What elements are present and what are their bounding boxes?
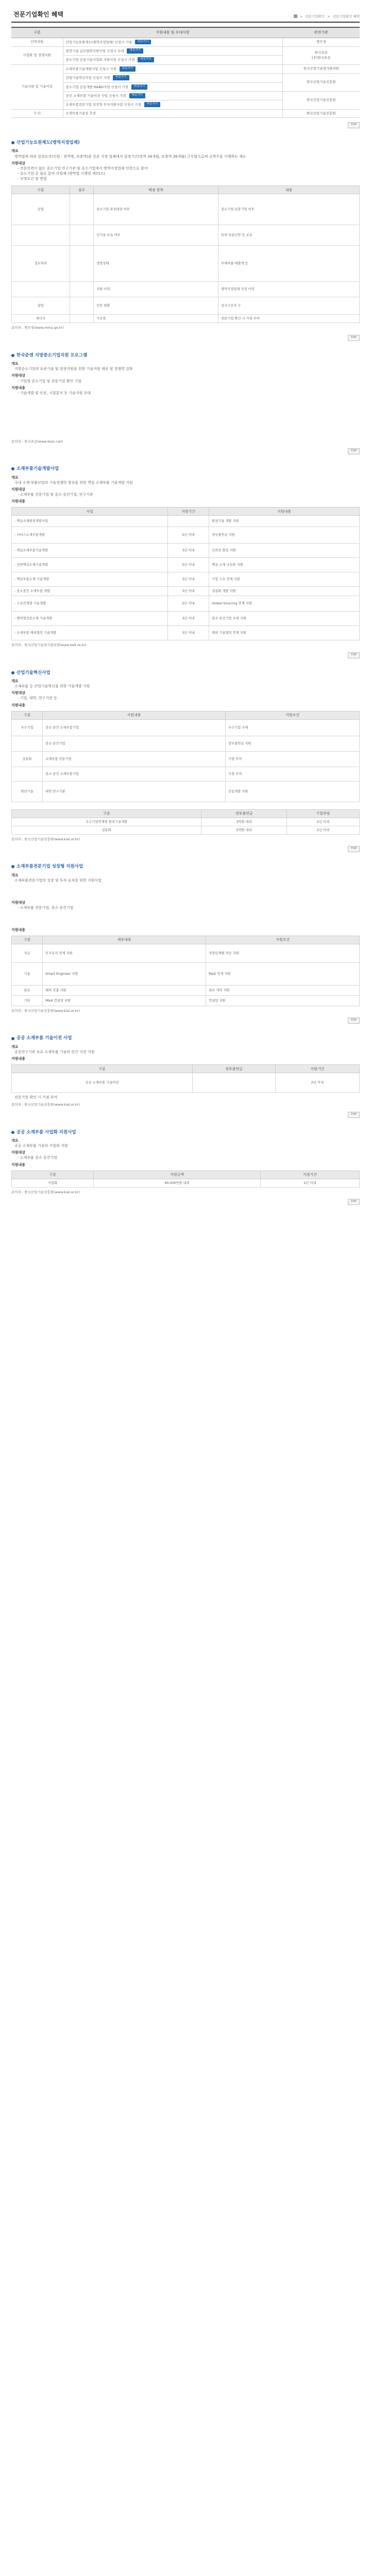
bullet-icon: [11, 354, 14, 357]
contact-text: 문의처 : 한국산업기술진흥원(www.kiat.or.kr): [11, 1103, 80, 1107]
col-header: 관련기관: [282, 27, 360, 38]
breadcrumb-item[interactable]: 전문기업확인 혜택: [332, 14, 360, 19]
go-button[interactable]: 바로가기: [131, 84, 147, 90]
overview-table: [11, 27, 360, 118]
go-button[interactable]: 바로가기: [138, 57, 154, 62]
table-row: 신기술 보유 여부 특허·실용신안 등 보유: [12, 225, 360, 246]
section-title: 소재부품전문기업 성장형 지원사업: [16, 864, 83, 870]
go-button[interactable]: 바로가기: [135, 40, 151, 45]
item-cell: 소재부품전문기업 성장형 투자지원사업 신청시 가점 바로가기: [63, 100, 282, 109]
bullet-icon: [11, 865, 14, 868]
table-row: 정보처리 경영상태 부채비율·매출액 등: [12, 246, 360, 282]
category-cell: 인력지원: [11, 38, 63, 46]
go-button[interactable]: 바로가기: [144, 102, 160, 107]
breadcrumb: > 전문기업확인 > 전문기업확인 혜택: [292, 14, 360, 19]
section-tech-innovation: 산업기술혁신사업 개요 소재부품 등 산업기술혁신을 위한 기술개발 지원 지원대상 - 기업, 대학, 연구기관 등 지원내용 구분 지원내용 지원조건 우수기업 중소·중견 소재부품기업 우수기업 우대 중소·중견기업 정부출연금 지원 상용화 소재부품 전문기업 가점 부여 중소·중견 소재부품기업 가점 부여 원천기술 대학·연구기관 공동개발 지원 구분 정부출연금 기업부담 우수기업연계형 원천기술개발 3억원 내외 2년 이내 상용화 5억원 내외 2년 이내 문의처 : 한국산업기술진흥원(www.kiat.or.kr) TOP: [11, 670, 360, 853]
table-row: [11, 74, 360, 82]
go-button[interactable]: 바로가기: [120, 66, 136, 72]
support-table: 구분 지원내용 지원조건 우수기업 중소·중견 소재부품기업 우수기업 우대 중소·중견기업 정부출연금 지원 상용화 소재부품 전문기업 가점 부여 중소·중견 소재부품기업 가점 부여 원천기술 대학·연구기관 공동개발 지원: [11, 711, 360, 802]
table-row: 지원 이력 병역지정업체 지정 이력: [12, 282, 360, 297]
item-cell: 산업기능요원제도(병역지정업체) 신청시 가점 바로가기: [63, 38, 282, 46]
org-cell: 한국표준 (주)한국표준: [282, 46, 360, 64]
funding-table: 구분 정부출연금 기업부담 우수기업연계형 원천기술개발 3억원 내외 2년 이내 상용화 5억원 내외 2년 이내: [11, 809, 360, 835]
item-cell: 현장기술 글로벌화지원사업 신청시 우대 바로가기: [63, 46, 282, 55]
table-row: - 핵심소재원천개발사업 원천기술 개발 지원: [12, 516, 360, 527]
table-row: - 핵심소재부품기술개발 3년 이내 신뢰성 향상 지원: [12, 544, 360, 558]
table-row: - 서비스소재부품개발 5년 이내 정부출연금 지원: [12, 527, 360, 544]
contact-text: 문의처 : 한국산업기술진흥원(www.kiat.or.kr): [11, 1190, 80, 1194]
section-title: 공공 소재부품 기술이전 사업: [16, 1036, 72, 1041]
page-title: 전문기업확인 혜택: [13, 10, 63, 18]
table-row: [11, 46, 360, 55]
table-row: 우수기업 중소·중견 소재부품기업 우수기업 우대: [12, 719, 360, 736]
table-row: [11, 64, 360, 73]
table-row: - 벤처형전문소재 기술개발 3년 이내 중소·중견기업 우대 지원: [12, 612, 360, 626]
page-header: [11, 0, 360, 23]
section-tech-transfer: 공공 소재부품 기술이전 사업 개요 공공연구기관 보유 소재부품 기술의 민간 이전 지원 지원내용 구분 정부출연금 지원기간 공공 소재부품 기술이전 2년 이내 전문기업 확인 시 가점 부여 문의처 : 한국산업기술진흥원(www.kiat.or.kr) TOP: [11, 1035, 360, 1117]
contact-text: 문의처 : 한국산업기술진흥원(www.kiat.or.kr): [11, 837, 80, 841]
table-row: 상용화 소재부품 전문기업 가점 부여: [12, 751, 360, 767]
section-title: 소재부품기술개발사업: [16, 466, 59, 472]
category-cell: 사업화 및 경쟁지원: [11, 46, 63, 64]
selection-table: 구분 점수 배점 항목 내용 공업 중소기업 육성대상 여부 중소기업·전문기업 여부 신기술 보유 여부 특허·실용신안 등 보유 정보처리 경영상태 부채비율·매출액 등 지원 이력 병역지정업체 지정 이력 광업 인력 현황 상시근로자 수 에너지 가산점 전문기업 확인 시 가점 부여: [11, 185, 360, 323]
table-row: - 소재부품 해외협력 기술개발 3년 이내 해외 기술협력 연계 지원: [12, 626, 360, 640]
table-row: 자금 투자유치 연계 지원 성장단계별 차등 지원: [12, 944, 360, 963]
bullet-icon: [11, 671, 14, 674]
table-row: 기술 Smart Engineer 지원 R&D 연계 지원: [12, 963, 360, 986]
table-row: 상용화 5억원 내외 2년 이내: [12, 826, 360, 834]
item-cell: 소재부품기술상 추천: [63, 109, 282, 117]
section-kssn-program: 한국준엔 지방중소기업지원 프로그램 개요 지방중소기업의 표준기술 및 현장지원을 위한 기술지원 제공 및 경쟁력 강화 지원대상 - 기업형 중소기업 및 전문기업 확인 기업 지원내용 - 기술개발 및 인증, 시험분석 등 기술지원 우대 문의처 : 한국표준(www.kssn.net) TOP: [11, 352, 360, 454]
top-button[interactable]: TOP: [348, 1112, 360, 1118]
section-title: 산업기능요원제도(병역지정업체): [16, 140, 80, 146]
section-commercialization: 공공 소재부품 사업화 지원사업 개요 공공 소재부품 기술의 사업화 지원 지원대상 - 소재부품 중소·중견기업 지원내용 구분 지원금액 지원기간 사업화 60,000만원 내외 2년 이내 문의처 : 한국산업기술진흥원(www.kiat.or.kr) TOP: [11, 1129, 360, 1206]
bullet-icon: [11, 141, 14, 144]
table-row: - 중소중견 소재부품 개발 3년 이내 상용화 개발 지원: [12, 587, 360, 596]
go-button[interactable]: 바로가기: [127, 48, 143, 54]
item-cell: 소재부품기술개발사업 신청시 가점 바로가기: [63, 64, 282, 73]
item-cell: 중소기업 공용기술사업화 지원사업 신청시 가점 바로가기: [63, 56, 282, 64]
top-button[interactable]: TOP: [348, 335, 360, 341]
contact-text: 문의처 : 한국표준(www.kssn.net): [11, 439, 63, 444]
transfer-table: 구분 정부출연금 지원기간 공공 소재부품 기술이전 2년 이내: [11, 1064, 360, 1093]
go-button[interactable]: 바로가기: [113, 75, 129, 80]
col-header: 지원내용 및 우대사항: [63, 27, 282, 38]
org-cell: 한국산업기술평가관리원: [282, 64, 360, 73]
top-button[interactable]: TOP: [348, 846, 360, 852]
home-icon[interactable]: [294, 14, 297, 18]
program-table: 사업 지원기간 지원내용 - 핵심소재원천개발사업 원천기술 개발 지원 - 서비스소재부품개발 5년 이내 정부출연금 지원 - 핵심소재부품기술개발 3년 이내 신뢰성 향상 지원 - 전략핵심소재기술개발 5년 이내 핵심 소재 국산화 지원 - 핵심부품소재 기술개발 3년 이내 기업 수요 연계 지원 - 중소중견 소재부품 개발 3년 이내 상용화 개발 지원 - 수요연계형 기술개발 2년 이내 Global Sourcing 연계 지원 - 벤처형전문소재 기술개발 3년 이내 중소·중견기업 우대 지원 - 소재부품 해외협력 기술개발 3년 이내 해외 기술협력 연계 지원: [11, 507, 360, 640]
top-button[interactable]: TOP: [348, 652, 360, 658]
contact-text: 문의처 : 병무청(www.mma.go.kr): [11, 326, 64, 330]
category-cell: 기 타: [11, 109, 63, 117]
contact-text: 문의처 : 한국산업기술평가관리원(www.keit.re.kr): [11, 643, 87, 648]
table-row: 공공 소재부품 기술이전 2년 이내: [12, 1073, 360, 1093]
col-header: 구분: [11, 27, 63, 38]
table-row: - 핵심부품소재 기술개발 3년 이내 기업 수요 연계 지원: [12, 572, 360, 587]
top-button[interactable]: TOP: [348, 448, 360, 454]
top-button[interactable]: TOP: [348, 122, 360, 128]
go-button[interactable]: 바로가기: [129, 93, 145, 98]
item-cell: 중소기업 공동개발 R&BD사업 신청시 가점 바로가기: [63, 82, 282, 91]
top-button[interactable]: TOP: [348, 1018, 360, 1024]
org-cell: 한국산업기술진흥원: [282, 109, 360, 117]
table-row: 공업 중소기업 육성대상 여부 중소기업·전문기업 여부: [12, 194, 360, 225]
section-materials-rnd: 소재부품기술개발사업 개요 국내 소재·부품산업의 기술경쟁력 향상을 위한 핵심 소재부품 기술개발 지원 지원대상 - 소재부품 전문기업 및 중소·중견기업, 연구기관 지원내용 사업 지원기간 지원내용 - 핵심소재원천개발사업 원천기술 개발 지원 - 서비스소재부품개발 5년 이내 정부출연금 지원 - 핵심소재부품기술개발 3년 이내 신뢰성 향상 지원 - 전략핵심소재기술개발 5년 이내 핵심 소재 국산화 지원 - 핵심부품소재 기술개발 3년 이내 기업 수요 연계 지원 - 중소중견 소재부품 개발 3년 이내 상용화 개발 지원 - 수요연계형 기술개발 2년 이내 Global Sourcing 연계 지원 - 벤처형전문소재 기술개발 3년 이내 중소·중견기업 우대 지원 - 소재부품 해외협력 기술개발 3년 이내 해외 기술협력 연계 지원 문의처 : 한국산업기술평가관리원(www.keit.re.kr) TOP: [11, 466, 360, 658]
table-row: [11, 109, 360, 117]
table-row: 우수기업연계형 원천기술개발 3억원 내외 2년 이내: [12, 818, 360, 826]
item-cell: 공공 소재부품 기술이전 사업 신청시 가점 바로가기: [63, 91, 282, 100]
growth-table: 구분 세부내용 지원조건 자금 투자유치 연계 지원 성장단계별 차등 지원 기술 Smart Engineer 지원 R&D 연계 지원 판로 해외 진출 지원 판로 개척 지원 기타 M&A 컨설팅 지원 컨설팅 지원: [11, 936, 360, 1006]
section-title: 한국준엔 지방중소기업지원 프로그램: [16, 352, 88, 358]
org-cell: 병무청: [282, 38, 360, 46]
top-button[interactable]: TOP: [348, 1199, 360, 1205]
section-title: 공공 소재부품 사업화 지원사업: [16, 1129, 76, 1135]
table-row: 사업화 60,000만원 내외 2년 이내: [12, 1179, 360, 1187]
org-cell: 한국산업기술진흥원: [282, 91, 360, 109]
breadcrumb-item[interactable]: 전문기업확인: [305, 14, 325, 19]
contact-text: 문의처 : 한국산업기술진흥원(www.kiat.or.kr): [11, 1009, 80, 1013]
table-row: 중소·중견 소재부품기업 가점 부여: [12, 767, 360, 781]
section-growth-support: 소재부품전문기업 성장형 지원사업 개요 소재부품전문기업의 성장 및 투자 유치를 위한 지원사업 지원대상 - 소재부품 전문기업, 중소·중견기업 지원내용 구분 세부내용 지원조건 자금 투자유치 연계 지원 성장단계별 차등 지원 기술 Smart Engineer 지원 R&D 연계 지원 판로 해외 진출 지원 판로 개척 지원 기타 M&A 컨설팅 지원 컨설팅 지원 문의처 : 한국산업기술진흥원(www.kiat.or.kr) TOP: [11, 863, 360, 1024]
bullet-icon: [11, 1037, 14, 1040]
table-row: 광업 인력 현황 상시근로자 수: [12, 297, 360, 315]
section-industrial-personnel: 산업기능요원제도(병역지정업체) 개요 병역법에 따라 일정요건(인원 : 현역병, 보충역)을 갖춘 지정 업체에서 일정기간(현역 34개월, 보충역 26개월) 근무함으로써 군복무를 이행하는 제도 지원대상 - 전문인력이 없는 중소기업 연구기관 및 중소기업에서 병역지정업체 인력으로 참여 - 중소기업 중 필요 분야 산업체 (병역법 시행령 제72조) - 선정요건 및 방법 구분 점수 배점 항목 내용 공업 중소기업 육성대상 여부 중소기업·전문기업 여부 신기술 보유 여부 특허·실용신안 등 보유 정보처리 경영상태 부채비율·매출액 등 지원 이력 병역지정업체 지정 이력 광업 인력 현황 상시근로자 수 에너지 가산점 전문기업 확인 시 가점 부여 문의처 : 병무청(www.mma.go.kr) TOP: [11, 140, 360, 341]
bullet-icon: [11, 1131, 14, 1134]
item-cell: 산업기술혁신사업 신청시 가점 바로가기: [63, 74, 282, 82]
table-row: 기타 M&A 컨설팅 지원 컨설팅 지원: [12, 996, 360, 1006]
table-row: 중소·중견기업 정부출연금 지원: [12, 736, 360, 751]
table-row: 원천기술 대학·연구기관 공동개발 지원: [12, 781, 360, 802]
bullet-icon: [11, 467, 14, 470]
table-row: - 전략핵심소재기술개발 5년 이내 핵심 소재 국산화 지원: [12, 558, 360, 572]
table-row: 에너지 가산점 전문기업 확인 시 가점 부여: [12, 315, 360, 323]
category-cell: 기술지원 및 기술이전: [11, 64, 63, 109]
org-cell: 한국산업기술진흥원: [282, 74, 360, 92]
section-title: 산업기술혁신사업: [16, 670, 50, 675]
table-row: 판로 해외 진출 지원 판로 개척 지원: [12, 986, 360, 996]
commercialization-table: 구분 지원금액 지원기간 사업화 60,000만원 내외 2년 이내: [11, 1171, 360, 1188]
table-row: [11, 91, 360, 100]
table-row: [11, 38, 360, 46]
table-row: - 수요연계형 기술개발 2년 이내 Global Sourcing 연계 지원: [12, 596, 360, 612]
